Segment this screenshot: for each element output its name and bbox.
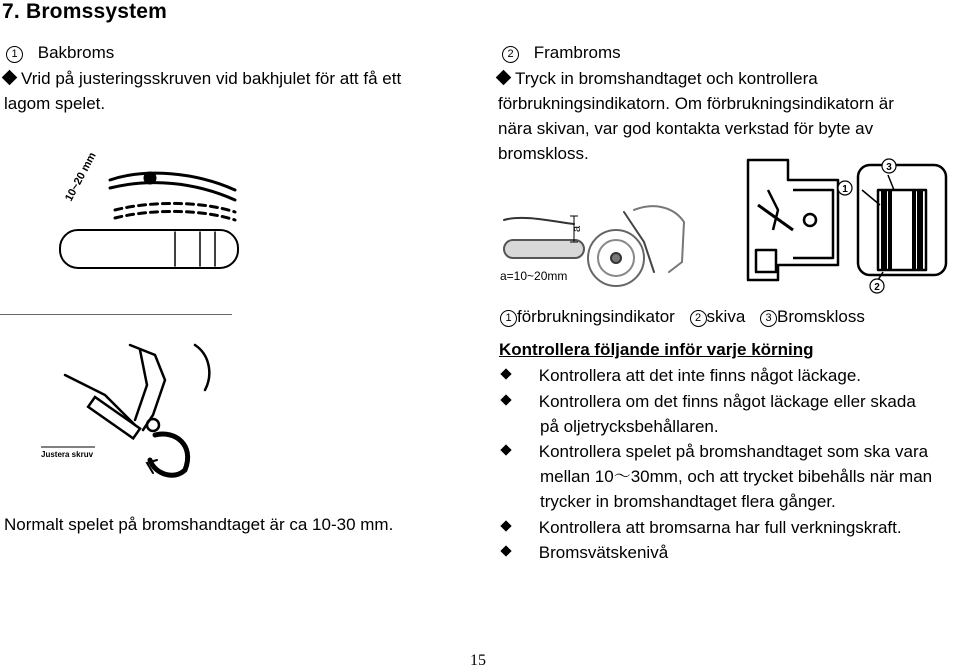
checklist-item: Kontrollera om det finns något läckage eller skada bbox=[502, 389, 916, 414]
legend-item-disc: skiva bbox=[706, 307, 746, 326]
circled-number: 1 bbox=[500, 310, 517, 327]
front-brake-desc-line4: bromskloss. bbox=[498, 144, 589, 163]
brake-lever-illustration bbox=[55, 150, 240, 275]
rear-brake-heading bbox=[6, 40, 114, 65]
page-title: 7. Bromssystem bbox=[2, 0, 168, 23]
photo-gap-label: a bbox=[571, 225, 583, 232]
diamond-bullet-icon bbox=[496, 70, 512, 86]
rear-brake-desc-line2: lagom spelet. bbox=[4, 94, 106, 113]
caliper-legend bbox=[500, 304, 865, 329]
checklist-item-continuation: mellan 10～30mm, och att trycket bibehålls när man bbox=[540, 467, 933, 486]
circled-number: 1 bbox=[6, 46, 23, 63]
brake-caliper-illustration bbox=[738, 150, 950, 295]
diamond-bullet-icon bbox=[500, 444, 511, 455]
front-brake-desc-line1: Tryck in bromshandtaget och kontrollera bbox=[498, 66, 818, 91]
callout-1: 1 bbox=[842, 184, 848, 195]
checklist-item-continuation: på oljetrycksbehållaren. bbox=[540, 417, 719, 436]
diamond-bullet-icon bbox=[500, 394, 511, 405]
circled-number: 3 bbox=[760, 310, 777, 327]
callout-3: 3 bbox=[886, 162, 892, 173]
checklist-item: Kontrollera att bromsarna har full verkningskraft. bbox=[502, 515, 902, 540]
diamond-bullet-icon bbox=[500, 520, 511, 531]
front-brake-desc-line2: förbrukningsindikatorn. Om förbrukningsindikatorn är bbox=[498, 94, 894, 113]
checklist-item-continuation: trycker in bromshandtaget flera gånger. bbox=[540, 492, 836, 511]
divider bbox=[0, 314, 232, 315]
checklist-heading: Kontrollera följande inför varje körning bbox=[499, 340, 814, 359]
rear-brake-caption: Normalt spelet på bromshandtaget är ca 10-30 mm. bbox=[4, 515, 394, 534]
legend-item-pad: Bromskloss bbox=[777, 307, 865, 326]
brake-pedal-illustration bbox=[35, 335, 235, 485]
callout-2: 2 bbox=[874, 282, 880, 293]
circled-number: 2 bbox=[690, 310, 707, 327]
lever-gap-label: 10~20 mm bbox=[63, 150, 99, 204]
checklist-item: Kontrollera att det inte finns något läckage. bbox=[502, 363, 861, 388]
rear-brake-title: Bakbroms bbox=[37, 43, 115, 62]
diamond-bullet-icon bbox=[2, 70, 18, 86]
checklist-item: Bromsvätskenivå bbox=[502, 540, 668, 565]
photo-caption: a=10~20mm bbox=[500, 269, 568, 283]
diamond-bullet-icon bbox=[500, 368, 511, 379]
rear-brake-desc-line1: Vrid på justeringsskruven vid bakhjulet för att få ett bbox=[4, 66, 401, 91]
checklist-item: Kontrollera spelet på bromshandtaget som ska vara bbox=[502, 439, 928, 464]
front-brake-title: Frambroms bbox=[533, 43, 621, 62]
legend-item-indicator: förbrukningsindikator bbox=[517, 307, 675, 326]
front-brake-heading bbox=[502, 40, 621, 65]
diamond-bullet-icon bbox=[500, 545, 511, 556]
page-number: 15 bbox=[470, 652, 486, 669]
adjust-screw-label: Justera skruv bbox=[41, 450, 94, 459]
front-brake-desc-line3: nära skivan, var god kontakta verkstad för byte av bbox=[498, 119, 874, 138]
circled-number: 2 bbox=[502, 46, 519, 63]
front-brake-photo bbox=[494, 202, 688, 292]
